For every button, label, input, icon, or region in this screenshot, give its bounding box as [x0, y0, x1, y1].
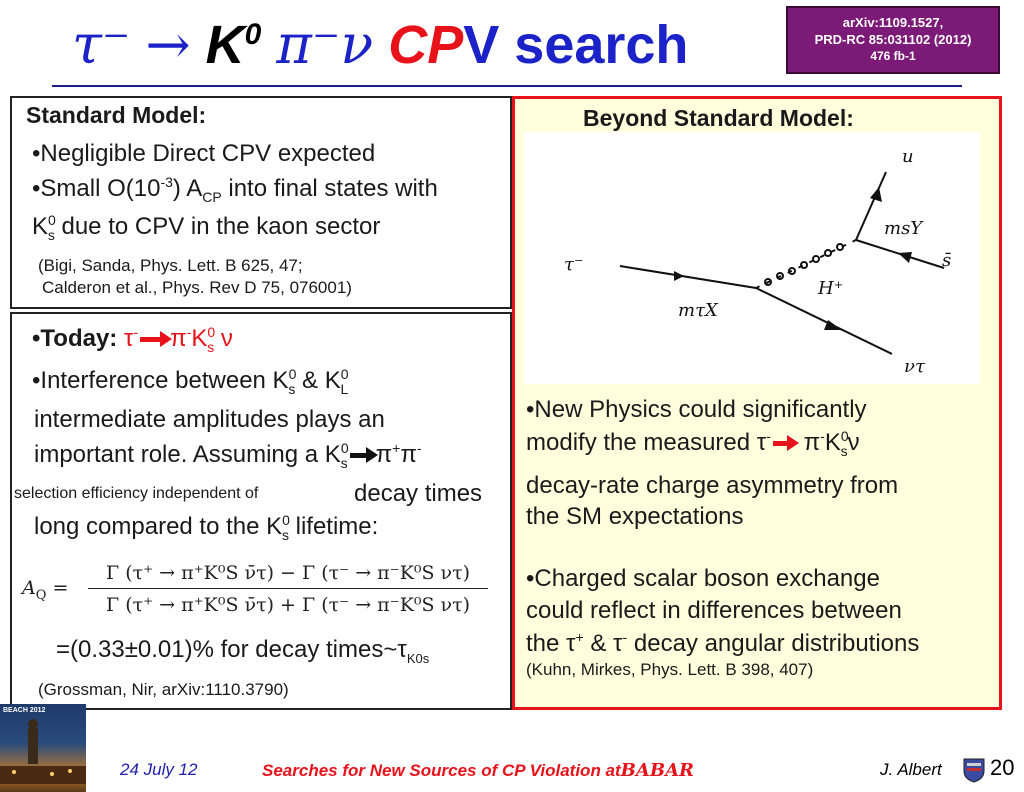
bsm-b1-k-sup: 0 — [840, 428, 849, 444]
bsm-b2-l3-a: the τ — [526, 630, 576, 657]
today-tau-sup: - — [133, 324, 139, 340]
babar-logo: BABAR — [620, 760, 694, 781]
page-number: 20 — [990, 755, 1015, 780]
today-b-sub: s — [288, 380, 296, 397]
reference-line1: arXiv:1109.1527, — [842, 15, 944, 30]
statue-icon — [0, 714, 86, 784]
bsm-b1-k-sub: s — [840, 442, 848, 459]
title-k-sup: 0 — [244, 18, 262, 51]
sm-b2-sup: -3 — [160, 174, 173, 190]
slide-title — [72, 13, 689, 76]
bsm-b1-nu: ν — [847, 429, 860, 456]
u-arrow-icon — [870, 187, 882, 202]
today-l5-sup: 0 — [282, 512, 290, 528]
footer-date: 24 July 12 — [120, 760, 198, 779]
today-l3-pi: π — [375, 441, 393, 468]
sm-b2-c: into final states with — [221, 175, 438, 202]
today-line4-end: decay times — [354, 480, 483, 507]
sm-b2l2-sup: 0 — [48, 212, 56, 228]
formula-numerator: Γ (τ⁺ → π⁺K⁰S ν̄τ) − Γ (τ⁻ → π⁻K⁰S ντ) — [105, 562, 471, 584]
formula-eq: = — [52, 577, 69, 599]
bsm-b2-l3-c: decay angular distributions — [627, 630, 920, 657]
today-pi-sup: - — [186, 324, 192, 340]
bsm-b2-l3-b: & τ — [583, 630, 623, 657]
title-rule — [52, 85, 962, 87]
footer-author: J. Albert — [880, 760, 942, 779]
label-sbar: s̄ — [942, 250, 952, 271]
today-l3-pi2: π — [400, 441, 417, 468]
thumbnail-text: BEACH 2012 — [3, 707, 46, 714]
standard-model-panel — [10, 96, 512, 309]
label-tau: τ⁻ — [564, 254, 584, 275]
reference-box — [786, 6, 1000, 74]
bsm-b1-pi-sup: - — [820, 428, 825, 444]
bsm-b1-l2-a: modify the measured τ — [526, 429, 767, 456]
bsm-red-arrow-icon — [773, 441, 795, 446]
today-b-sub2: L — [340, 380, 349, 397]
bsm-b1-k: K — [824, 429, 841, 456]
bsm-b2-l2: could reflect in differences between — [526, 597, 902, 624]
sm-b2-b: ) A — [172, 175, 203, 202]
footer-title — [262, 760, 694, 781]
sm-b2-a: •Small O(10 — [32, 175, 161, 202]
formula-q: Q — [35, 587, 47, 603]
today-result — [56, 636, 429, 666]
tau-line — [620, 266, 756, 288]
feynman-diagram — [524, 132, 980, 384]
label-nutau: ντ — [904, 356, 925, 377]
today-bullet — [32, 366, 348, 397]
today-line2: intermediate amplitudes plays an — [34, 406, 385, 433]
sm-bullet-1: •Negligible Direct CPV expected — [32, 140, 376, 167]
today-l3-pi2-sup: - — [416, 440, 422, 456]
title-search: search — [514, 15, 689, 75]
bsm-b1-pi: π — [796, 429, 821, 456]
today-result-sub: K0s — [406, 650, 430, 666]
title-arrow: → — [145, 13, 191, 76]
bsm-b2-l1: •Charged scalar boson exchange — [526, 565, 880, 592]
sm-ref-line1: (Bigi, Sanda, Phys. Lett. B 625, 47; — [38, 256, 303, 275]
today-pi: π — [170, 325, 187, 352]
bsm-b2-ref: (Kuhn, Mirkes, Phys. Lett. B 398, 407) — [526, 660, 814, 679]
bsm-b1-l2-sup: - — [766, 428, 771, 444]
today-l3-pi-sup: + — [392, 440, 401, 456]
bsm-b1-l4: the SM expectations — [526, 503, 744, 530]
today-b-sup2: 0 — [340, 366, 349, 382]
reference-line3: 476 fb-1 — [870, 49, 916, 63]
today-line3 — [34, 440, 422, 471]
reference-line2: PRD-RC 85:031102 (2012) — [814, 32, 972, 47]
today-ref: (Grossman, Nir, arXiv:1110.3790) — [38, 680, 289, 699]
label-hplus: H⁺ — [818, 278, 844, 299]
formula-fraction-bar — [88, 588, 488, 589]
sm-b2l2-sub: s — [47, 226, 55, 243]
today-line — [32, 324, 233, 355]
label-msy: msY — [884, 218, 923, 239]
today-panel — [10, 312, 512, 710]
black-arrow-icon — [350, 453, 374, 458]
bsm-b2-l3 — [526, 629, 919, 658]
today-l3-a: important role. Assuming a K — [34, 441, 341, 468]
today-l3-sup: 0 — [340, 440, 349, 456]
sm-b2l2-k: K — [32, 213, 49, 240]
sm-bullet-2 — [32, 174, 438, 205]
title-pinu: π⁻ν — [276, 13, 374, 76]
u-line — [856, 172, 886, 240]
bsm-heading: Beyond Standard Model: — [583, 105, 854, 131]
bsm-b1-l3: decay-rate charge asymmetry from — [526, 472, 899, 499]
today-k-sub: s — [207, 338, 215, 355]
today-line5 — [34, 512, 378, 543]
today-k: K — [191, 325, 208, 352]
title-v: V — [463, 15, 500, 75]
bsm-b1-l1: •New Physics could significantly — [526, 396, 867, 423]
today-k-sup: 0 — [207, 324, 216, 340]
sm-ref-line2: Calderon et al., Phys. Rev D 75, 076001) — [42, 278, 352, 297]
sm-bullet-2-line2 — [32, 212, 380, 243]
label-u: u — [902, 146, 914, 167]
bsm-b2-l3-sup: + — [575, 629, 584, 645]
title-cp: CP — [388, 15, 464, 75]
today-nu: ν — [220, 325, 233, 352]
label-mtaux: mτX — [678, 300, 718, 321]
sm-heading: Standard Model: — [26, 102, 207, 128]
footer-title-text: Searches for New Sources of CP Violation at — [262, 761, 621, 780]
formula-a: A — [22, 577, 36, 599]
today-l5-b: lifetime: — [288, 513, 379, 540]
bsm-b1-l2 — [526, 428, 860, 459]
crest-icon — [962, 757, 986, 783]
red-arrow-icon — [140, 337, 168, 342]
today-l5-a: long compared to the K — [34, 513, 283, 540]
today-overlay-note: selection efficiency independent of — [14, 485, 259, 502]
title-tau: τ⁻ — [72, 13, 131, 76]
formula-lhs — [22, 577, 68, 603]
today-b-a: •Interference between K — [32, 367, 289, 394]
bsm-b2-l3-sup2: - — [622, 629, 628, 645]
today-tau: τ — [123, 325, 134, 352]
conference-thumbnail — [0, 704, 86, 792]
today-label: •Today: — [32, 325, 118, 352]
title-k: K — [205, 15, 245, 75]
today-result-a: =(0.33±0.01)% for decay times~τ — [56, 636, 407, 663]
today-l3-sub: s — [340, 454, 348, 471]
tau-arrow-icon — [674, 271, 684, 281]
today-l5-sub: s — [281, 526, 289, 543]
sbar-arrow-icon — [898, 252, 912, 263]
sm-b2-sub: CP — [202, 188, 222, 205]
today-b-sup: 0 — [288, 366, 297, 382]
sm-b2l2-b: due to CPV in the kaon sector — [54, 213, 381, 240]
formula-denominator: Γ (τ⁺ → π⁺K⁰S ν̄τ) + Γ (τ⁻ → π⁻K⁰S ντ) — [105, 594, 471, 616]
today-b-and: & K — [295, 367, 341, 394]
